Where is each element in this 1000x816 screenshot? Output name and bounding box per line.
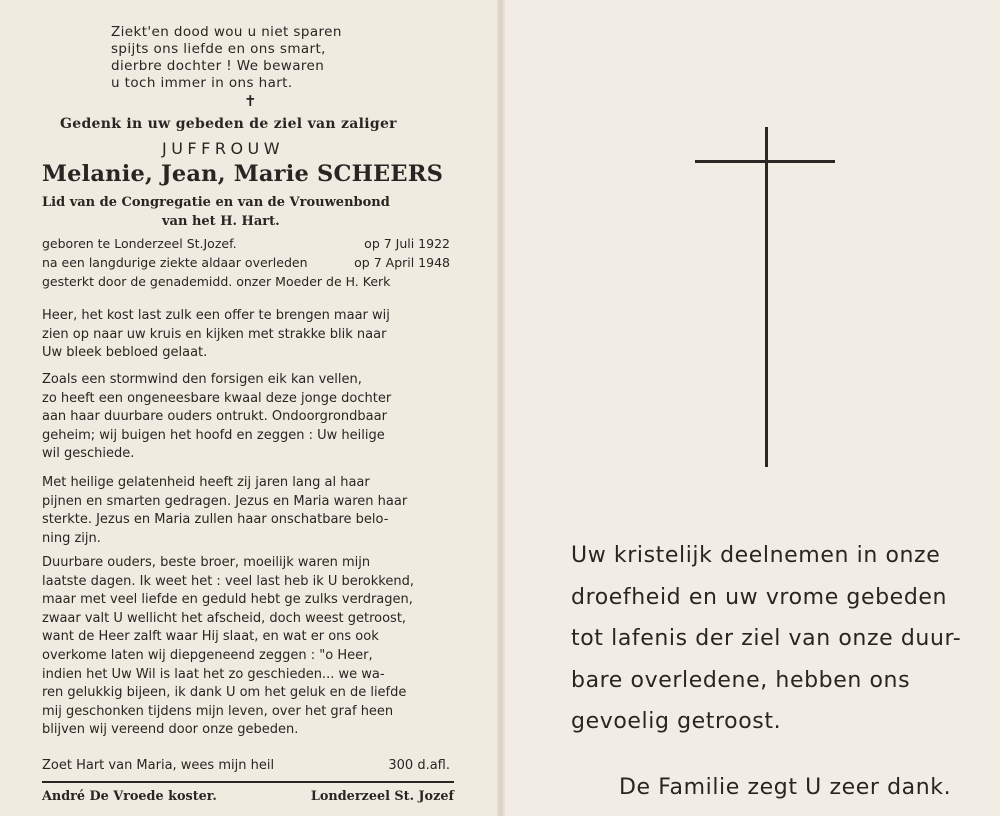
prayer-row <box>42 758 454 773</box>
text-line: wil geschiede. <box>42 446 135 462</box>
death-date: op 7 April 1948 <box>354 255 450 270</box>
prayer-text: Zoet Hart van Maria, wees mijn heil <box>42 758 275 773</box>
text-line: mij geschonken tijdens mijn leven, over het graf heen <box>42 703 394 719</box>
verse-line: spijts ons liefde en ons smart, <box>111 41 326 57</box>
text-line: zien op naar uw kruis en kijken met strakke blik naar <box>42 326 387 342</box>
verse-line: Ziekt'en dood wou u niet sparen <box>111 24 342 40</box>
thanks-line: tot lafenis der ziel van onze duur- <box>571 626 962 651</box>
indulgence-label: 300 d.afl. <box>388 758 450 773</box>
cross-icon <box>765 127 768 467</box>
cross-icon-beam <box>695 160 835 163</box>
thanks-line: bare overledene, hebben ons <box>571 667 911 693</box>
birth-date: op 7 Juli 1922 <box>364 236 450 251</box>
divider <box>42 781 454 783</box>
memorial-verse <box>111 24 342 92</box>
text-line: ren gelukkig bijeen, ik dank U om het geluk en de liefde <box>42 685 407 701</box>
text-line: pijnen en smarten gedragen. Jezus en Maria waren haar <box>42 493 408 509</box>
paragraph-3 <box>42 474 452 548</box>
title-juffrouw: JUFFROUW <box>162 139 285 158</box>
paragraph-1 <box>42 307 452 363</box>
text-line: geheim; wij buigen het hoofd en zeggen : Uw heilige <box>42 427 385 443</box>
text-line: Heer, het kost last zulk een offer te brengen maar wij <box>42 308 390 323</box>
text-line: ning zijn. <box>42 530 101 546</box>
text-line: blijven wij vereend door onze gebeden. <box>42 722 299 738</box>
text-line: Duurbare ouders, beste broer, moeilijk waren mijn <box>42 555 371 570</box>
verse-line: dierbre dochter ! We bewaren <box>111 58 325 74</box>
text-line: Met heilige gelatenheid heeft zij jaren lang al haar <box>42 475 370 490</box>
text-line: maar met veel liefde en geduld hebt ge zulks verdragen, <box>42 592 413 608</box>
text-line: indien het Uw Wil is laat het zo geschieden... we wa- <box>42 666 385 682</box>
birth-row <box>42 236 450 251</box>
text-line: laatste dagen. Ik weet het : veel last heb ik U berokkend, <box>42 573 414 589</box>
text-line: sterkte. Jezus en Maria zullen haar onschatbare belo- <box>42 512 389 528</box>
printer-location: Londerzeel St. Jozef <box>310 789 454 804</box>
text-line: zo heeft een ongeneesbare kwaal deze jonge dochter <box>42 390 392 406</box>
thanks-line: gevoelig getroost. <box>571 709 782 734</box>
membership-line-1: Lid van de Congregatie en van de Vrouwenbond <box>42 195 390 210</box>
text-line: overkome laten wij diepgeneend zeggen : "o Heer, <box>42 647 373 663</box>
death-row <box>42 255 450 270</box>
printer-line <box>42 789 454 804</box>
deceased-name: Melanie, Jean, Marie SCHEERS <box>42 161 444 187</box>
sacraments-line: gesterkt door de genademidd. onzer Moeder de H. Kerk <box>42 274 391 289</box>
text-line: aan haar duurbare ouders ontrukt. Ondoorgrondbaar <box>42 409 387 425</box>
paragraph-2 <box>42 371 452 464</box>
text-line: Uw bleek bebloed gelaat. <box>42 345 208 361</box>
text-line: want de Heer zalft waar Hij slaat, en wat er ons ook <box>42 629 379 645</box>
thanks-line: droefheid en uw vrome gebeden <box>571 584 948 610</box>
membership-line-2: van het H. Hart. <box>162 214 280 229</box>
birth-place: geboren te Londerzeel St.Jozef. <box>42 236 237 251</box>
family-signature: De Familie zegt U zeer dank. <box>619 775 952 800</box>
text-line: Zoals een stormwind den forsigen eik kan vellen, <box>42 372 362 387</box>
card-fold <box>497 0 505 816</box>
verse-line: u toch immer in ons hart. <box>111 75 293 91</box>
remembrance-heading: Gedenk in uw gebeden de ziel van zaliger <box>60 116 397 132</box>
text-line: zwaar valt U wellicht het afscheid, doch weest getroost, <box>42 610 407 626</box>
small-cross-icon: ✝ <box>244 92 257 110</box>
thanks-message <box>571 535 966 743</box>
death-text: na een langdurige ziekte aldaar overleden <box>42 255 308 270</box>
paragraph-4 <box>42 554 452 740</box>
printer-name: André De Vroede koster. <box>42 789 217 804</box>
thanks-line: Uw kristelijk deelnemen in onze <box>571 543 941 568</box>
